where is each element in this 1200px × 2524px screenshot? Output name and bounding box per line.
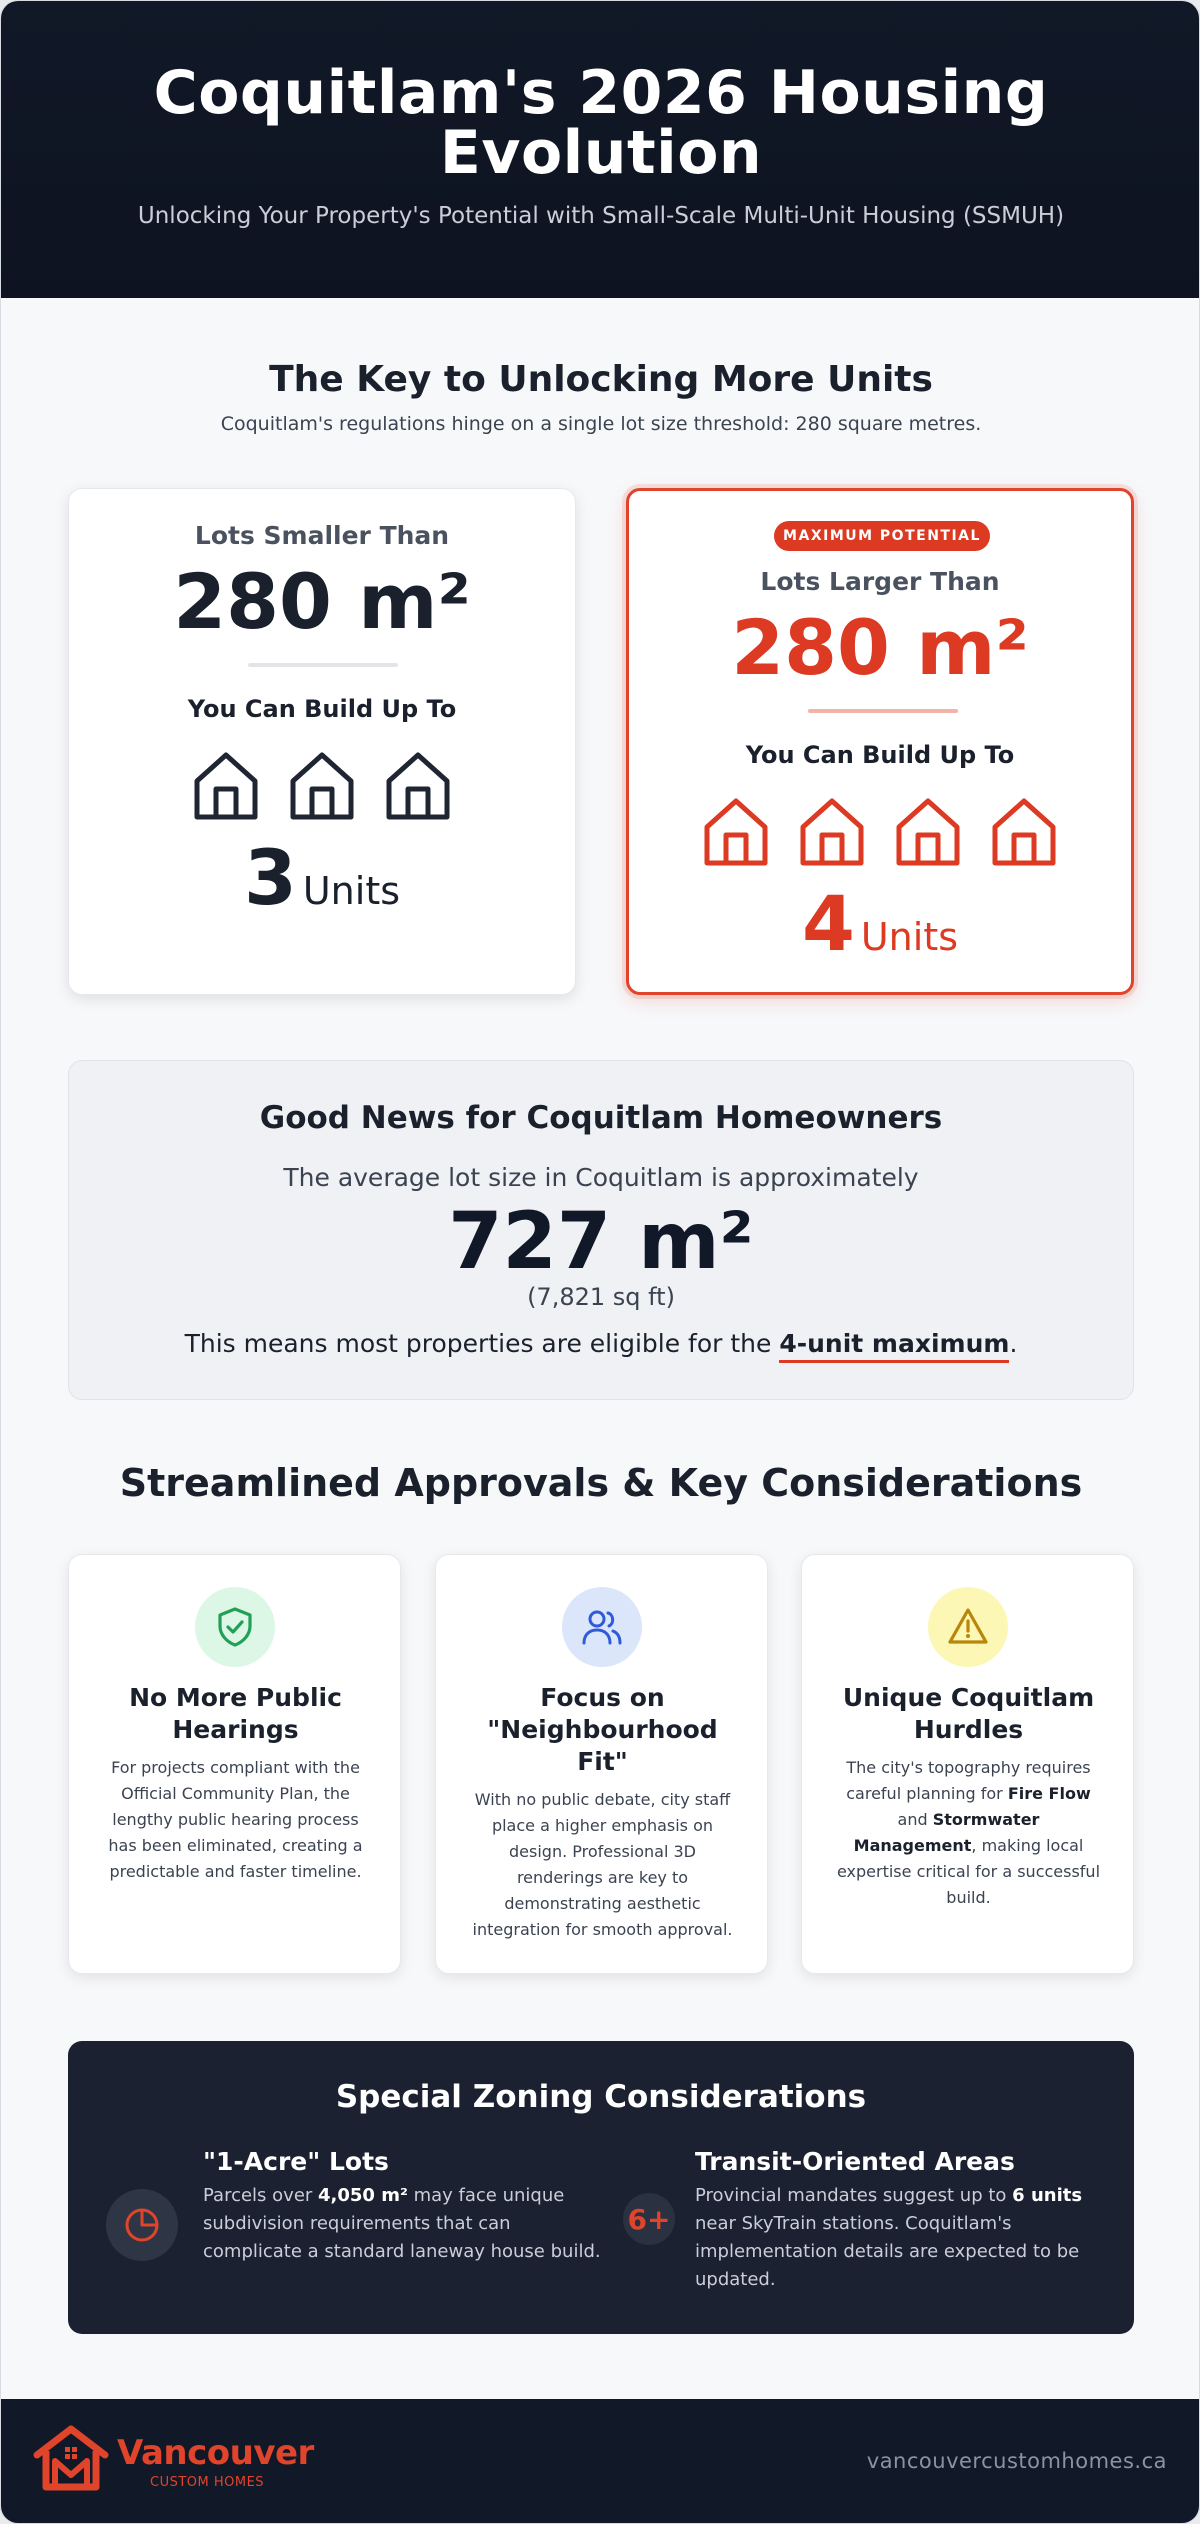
approvals-section-title: Streamlined Approvals & Key Considerations bbox=[119, 1461, 1083, 1505]
units-count bbox=[69, 833, 575, 922]
text-part: may face unique subdivision requirements that can complicate a standard laneway house build. bbox=[203, 2185, 601, 2262]
website-link[interactable]: vancouvercustomhomes.ca bbox=[866, 2449, 1167, 2473]
users-icon bbox=[562, 1587, 642, 1667]
house-icon bbox=[702, 795, 770, 867]
house-icon bbox=[384, 749, 452, 821]
approval-card-text bbox=[836, 1755, 1101, 1911]
average-lot-sqft: (7,821 sq ft) bbox=[527, 1283, 675, 1311]
text-part: Parcels over bbox=[203, 2185, 319, 2206]
lot-size: 280 m² bbox=[731, 603, 1029, 692]
text-part: The city's topography requires careful planning for bbox=[846, 1758, 1091, 1803]
footer bbox=[1, 2399, 1200, 2524]
six-plus-text: 6+ bbox=[627, 2202, 671, 2236]
units-number: 4 bbox=[801, 879, 855, 968]
pie-chart-icon bbox=[106, 2189, 178, 2261]
house-icon bbox=[990, 795, 1058, 867]
divider bbox=[808, 709, 958, 713]
approval-card-title: No More Public Hearings bbox=[129, 1683, 342, 1744]
page-subtitle: Unlocking Your Property's Potential with Small-Scale Multi-Unit Housing (SSMUH) bbox=[137, 203, 1065, 229]
logo-subtitle: CUSTOM HOMES bbox=[150, 2475, 265, 2490]
good-news-title: Good News for Coquitlam Homeowners bbox=[259, 1100, 943, 1136]
house-icons bbox=[629, 795, 1131, 867]
build-label: You Can Build Up To bbox=[187, 695, 457, 723]
divider bbox=[248, 663, 398, 667]
zoning-item-title: Transit-Oriented Areas bbox=[695, 2147, 1015, 2176]
zoning-item-title: "1-Acre" Lots bbox=[203, 2147, 389, 2176]
lot-card-smaller bbox=[68, 488, 576, 995]
maximum-potential-badge: MAXIMUM POTENTIAL bbox=[774, 521, 990, 551]
stormwater-emphasis: Stormwater Management bbox=[853, 1810, 1040, 1855]
lot-size: 280 m² bbox=[173, 557, 471, 646]
units-word: Units bbox=[860, 915, 959, 959]
units-emphasis: 6 units bbox=[1012, 2185, 1083, 2206]
text-part: , making local expertise critical for a successful build. bbox=[836, 1836, 1101, 1907]
good-news-panel bbox=[68, 1060, 1134, 1400]
house-icon bbox=[798, 795, 866, 867]
shield-check-icon bbox=[195, 1587, 275, 1667]
eligibility-suffix: . bbox=[1009, 1329, 1018, 1358]
page-title: Coquitlam's 2026 Housing Evolution bbox=[153, 58, 1049, 188]
house-icon bbox=[192, 749, 260, 821]
special-zoning-panel bbox=[68, 2041, 1134, 2334]
text-part: Provincial mandates suggest up to bbox=[695, 2185, 1013, 2206]
build-label: You Can Build Up To bbox=[745, 741, 1015, 769]
house-icon bbox=[288, 749, 356, 821]
approval-card-title: Focus on "Neighbourhood Fit" bbox=[487, 1683, 718, 1776]
eligibility-emphasis: 4-unit maximum bbox=[779, 1329, 1009, 1363]
approval-card-hurdles bbox=[801, 1554, 1134, 1974]
lot-label: Lots Larger Than bbox=[760, 567, 1000, 596]
approval-card-neighbourhood-fit bbox=[435, 1554, 768, 1974]
lot-card-larger bbox=[626, 488, 1134, 995]
average-lot-size: 727 m² bbox=[448, 1197, 754, 1287]
approval-card-text: For projects compliant with the Official Community Plan, the lengthy public hearing process has been eliminated, creating a predictable and faster timeline. bbox=[108, 1758, 363, 1881]
zoning-title: Special Zoning Considerations bbox=[335, 2079, 867, 2115]
zoning-item-text bbox=[203, 2182, 603, 2266]
warning-icon bbox=[928, 1587, 1008, 1667]
company-logo[interactable] bbox=[33, 2425, 333, 2495]
approval-card-title: Unique Coquitlam Hurdles bbox=[842, 1683, 1095, 1744]
fire-flow-emphasis: Fire Flow bbox=[1007, 1784, 1091, 1803]
hero-header bbox=[1, 1, 1200, 298]
zoning-item-text bbox=[695, 2182, 1105, 2294]
text-part: and bbox=[897, 1810, 933, 1829]
units-number: 3 bbox=[243, 833, 297, 922]
good-news-intro: The average lot size in Coquitlam is approximately bbox=[283, 1163, 919, 1192]
key-section-description: Coquitlam's regulations hinge on a single lot size threshold: 280 square metres. bbox=[220, 413, 982, 435]
approval-card-text: With no public debate, city staff place a higher emphasis on design. Professional 3D renderings are key to demonstrating aesthetic integration for smooth approval. bbox=[472, 1790, 733, 1939]
units-word: Units bbox=[302, 869, 401, 913]
eligibility-line bbox=[69, 1329, 1133, 1358]
house-logo-icon bbox=[33, 2425, 109, 2491]
units-count bbox=[629, 879, 1131, 968]
eligibility-prefix: This means most properties are eligible for the bbox=[184, 1329, 780, 1358]
acreage-emphasis: 4,050 m² bbox=[318, 2185, 408, 2206]
text-part: near SkyTrain stations. Coquitlam's implementation details are expected to be updated. bbox=[695, 2213, 1080, 2290]
house-icon bbox=[894, 795, 962, 867]
key-section-title: The Key to Unlocking More Units bbox=[269, 359, 933, 400]
lot-label: Lots Smaller Than bbox=[194, 521, 450, 550]
house-icons bbox=[69, 749, 575, 821]
six-plus-icon bbox=[623, 2193, 675, 2245]
logo-wordmark: Vancouver bbox=[117, 2433, 314, 2473]
approval-card-hearings bbox=[68, 1554, 401, 1974]
